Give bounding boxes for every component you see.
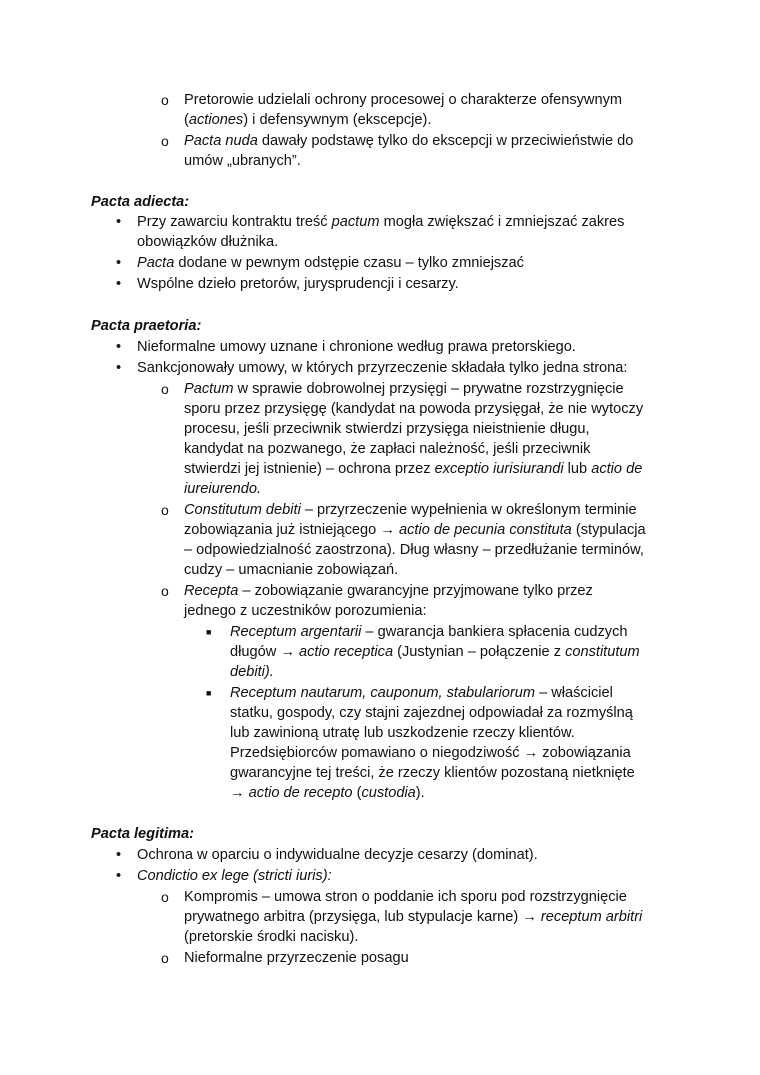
bullet-marker [116,845,121,865]
arrow-icon: → [230,785,245,801]
text-line: statku, gospody, czy stajni zajezdnej odpowiadał za rozmyślną [230,705,633,721]
sub-bullet-marker: o [161,502,169,518]
section-heading-praetoria: Pacta praetoria: [91,318,202,334]
bullet-marker [116,358,121,378]
bullet-marker [116,337,121,357]
text-line: umów „ubranych”. [184,153,301,169]
text-line: Condictio ex lege (stricti iuris): [137,868,332,884]
text-line: debiti). [230,664,274,680]
text-line: Pacta dodane w pewnym odstępie czasu – tylko zmniejszać [137,255,524,271]
text-line: procesu, jeśli przeciwnik stwierdzi przysięga nieistnienie długu, [184,421,590,437]
sub-bullet-marker: o [161,92,169,108]
text-line: Przy zawarciu kontraktu treść pactum mogła zwiększać i zmniejszać zakres [137,214,625,230]
arrow-icon: → [280,644,295,660]
text-line: Recepta – zobowiązanie gwarancyjne przyjmowane tylko przez [184,583,593,599]
section-heading-legitima: Pacta legitima: [91,826,195,842]
text-line: – odpowiedzialność zaostrzona). Dług własny – przedłużanie terminów, [184,542,644,558]
text-line: Przedsiębiorców pomawiano o niegodziwość → zobowiązania [230,745,631,761]
text-line: kandydat na pozwanego, że zapłaci należność, jeśli przeciwnik [184,441,591,457]
text-line: (pretorskie środki nacisku). [184,929,359,945]
text-line: lub zawinioną utratę lub uszkodzenie rzeczy klientów. [230,725,575,741]
arrow-icon: → [523,745,539,761]
sub-bullet-marker: o [161,381,169,397]
text-line: Kompromis – umowa stron o poddanie ich sporu pod rozstrzygnięcie [184,889,627,905]
arrow-icon: → [522,909,537,925]
text-line: stwierdzi jej istnienie) – ochrona przez exceptio iurisiurandi lub actio de [184,461,643,477]
text-line: Sankcjonowały umowy, w których przyrzeczenie składała tylko jedna strona: [137,360,628,376]
text-line: Nieformalne umowy uznane i chronione według prawa pretorskiego. [137,339,576,355]
arrow-icon: → [380,522,395,538]
text-line: cudzy – umacnianie zobowiązań. [184,562,399,578]
text-line: sporu przez przysięgę (kandydat na powoda przysięgał, że nie wytoczy [184,401,644,417]
sub-bullet-marker: o [161,950,169,966]
text-line: prywatnego arbitra (przysięga, lub stypulacje karne) → receptum arbitri [184,909,643,925]
bullet-marker [116,274,121,294]
text-line: Pretorowie udzielali ochrony procesowej o charakterze ofensywnym [184,92,623,108]
bullet-marker [116,212,121,232]
text-line: iureiurendo. [184,481,262,497]
sub-bullet-marker: o [161,583,169,599]
text-line: Wspólne dzieło pretorów, jurysprudencji i cesarzy. [137,276,459,292]
bullet-marker [116,866,121,886]
text-line: Pacta nuda dawały podstawę tylko do ekscepcji w przeciwieństwie do [184,133,634,149]
sub-bullet-marker: o [161,133,169,149]
text-line: długów → actio receptica (Justynian – połączenie z constitutum [230,644,640,660]
section-heading-adiecta: Pacta adiecta: [91,194,190,210]
sub-sub-bullet-marker: ■ [206,627,212,637]
text-line: (actiones) i defensywnym (ekscepcje). [184,112,432,128]
text-line: zobowiązania już istniejącego → actio de pecunia constituta (stypulacja [184,522,646,538]
text-line: obowiązków dłużnika. [137,234,279,250]
text-line: Receptum argentarii – gwarancja bankiera spłacenia cudzych [230,624,628,640]
sub-sub-bullet-marker: ■ [206,688,212,698]
sub-bullet-marker: o [161,889,169,905]
text-line: Receptum nautarum, cauponum, stabulariorum – właściciel [230,685,613,701]
text-line: Ochrona w oparciu o indywidualne decyzje cesarzy (dominat). [137,847,538,863]
text-line: → actio de recepto (custodia). [230,785,425,801]
text-line: Constitutum debiti – przyrzeczenie wypełnienia w określonym terminie [184,502,637,518]
text-line: gwarancyjne tej treści, że rzeczy klientów pozostaną nietknięte [230,765,635,781]
text-line: Pactum w sprawie dobrowolnej przysięgi – prywatne rozstrzygnięcie [184,381,624,397]
bullet-marker [116,253,121,273]
text-line: Nieformalne przyrzeczenie posagu [184,950,409,966]
text-line: jednego z uczestników porozumienia: [184,603,427,619]
